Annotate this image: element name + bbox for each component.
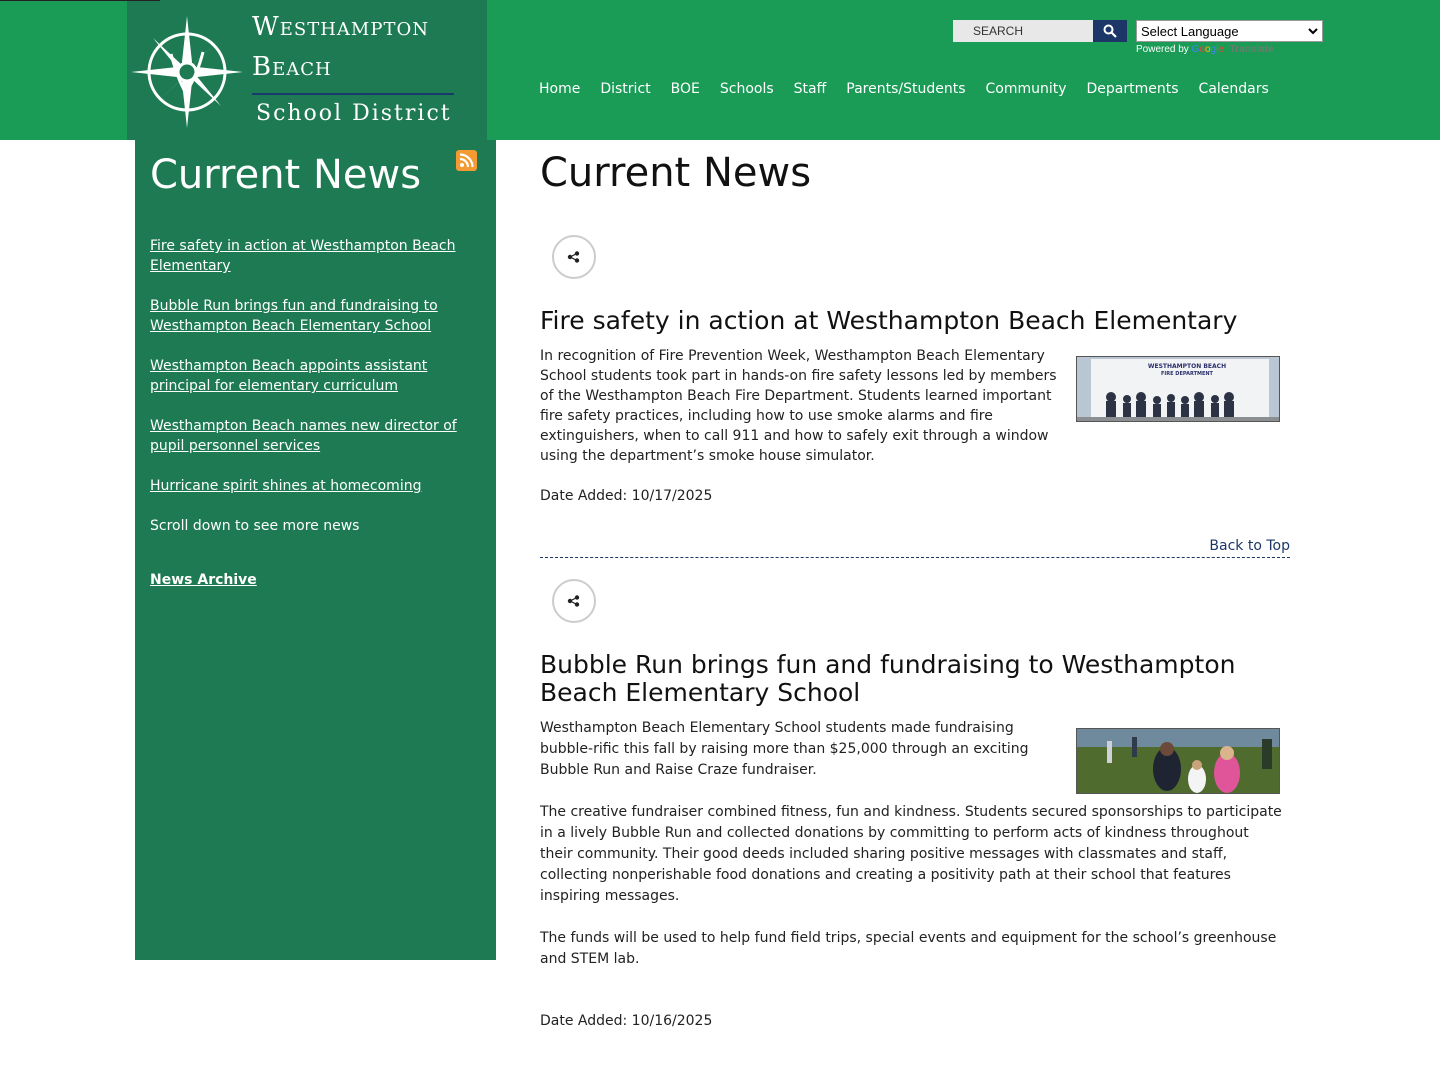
compass-emblem-icon xyxy=(131,14,243,132)
article-title[interactable]: Fire safety in action at Westhampton Beach Elementary xyxy=(540,306,1238,335)
article-divider xyxy=(540,557,1290,558)
google-translate-credit: Powered by Google Translate xyxy=(1136,44,1274,55)
nav-district[interactable]: District xyxy=(600,81,651,97)
logo-divider xyxy=(252,93,454,95)
sidebar-news-link[interactable]: Bubble Run brings fun and fundraising to Westhampton Beach Elementary School xyxy=(150,298,438,334)
list-item xyxy=(150,476,470,496)
list-item xyxy=(150,356,470,396)
fire-truck-photo-image xyxy=(1077,357,1280,422)
list-item xyxy=(150,296,470,336)
sidebar-news-link[interactable]: Westhampton Beach appoints assistant principal for elementary curriculum xyxy=(150,358,428,394)
search-icon xyxy=(1103,24,1117,38)
logo-text-beach: Beach xyxy=(252,52,332,82)
sidebar-news-link[interactable]: Fire safety in action at Westhampton Beach Elementary xyxy=(150,238,456,274)
bubble-run-photo[interactable] xyxy=(1076,728,1280,794)
sidebar-news-link[interactable]: Westhampton Beach names new director of pupil personnel services xyxy=(150,418,457,454)
translate-label: Translate xyxy=(1229,44,1274,55)
article-body xyxy=(540,346,1065,486)
page-title: Current News xyxy=(540,150,812,196)
news-archive-link[interactable]: News Archive xyxy=(150,572,257,588)
list-item xyxy=(150,516,470,536)
google-logo[interactable]: Google xyxy=(1191,44,1224,55)
nav-home[interactable]: Home xyxy=(539,81,581,97)
rss-icon xyxy=(456,150,477,171)
search-input[interactable]: SEARCH xyxy=(953,20,1093,42)
sidebar-title: Current News xyxy=(150,152,422,198)
article-paragraph: The creative fundraiser combined fitness, fun and kindness. Students secured sponsorships to participate in a lively Bubble Run and collected donations by committing to perform acts of kindness throughout their community. Their good deeds included sharing positive messages with classmates and staff, collecting nonperishable food donations and creating a positivity path at their school that features inspiring messages. xyxy=(540,804,1282,904)
share-button[interactable] xyxy=(552,235,596,279)
scroll-note: Scroll down to see more news xyxy=(150,518,360,534)
chevron-down-icon xyxy=(1308,27,1318,35)
share-icon xyxy=(567,251,581,263)
article-date: Date Added: 10/17/2025 xyxy=(540,488,713,504)
language-select[interactable] xyxy=(1136,20,1323,42)
rss-feed-button[interactable] xyxy=(456,150,477,171)
main-nav xyxy=(529,79,1279,99)
article-paragraph: The funds will be used to help fund field trips, special events and equipment for the school’s greenhouse and STEM lab. xyxy=(540,930,1277,967)
news-sidebar xyxy=(135,140,496,960)
logo-text-school-district: School District xyxy=(256,101,452,126)
article-paragraph: Westhampton Beach Elementary School students made fundraising bubble-rific this fall by raising more than $25,000 through an exciting Bubble Run and Raise Craze fundraiser. xyxy=(540,720,1029,778)
share-icon xyxy=(567,595,581,607)
article-title[interactable]: Bubble Run brings fun and fundraising to Westhampton Beach Elementary School xyxy=(540,650,1236,707)
sidebar-news-list xyxy=(150,236,470,556)
bubble-run-photo-image xyxy=(1077,729,1280,794)
language-select-value: Select Language xyxy=(1141,23,1239,39)
nav-parents-students[interactable]: Parents/Students xyxy=(846,81,966,97)
article-paragraph: In recognition of Fire Prevention Week, Westhampton Beach Elementary School students took part in hands-on fire safety lessons led by members of the Westhampton Beach Fire Department. Students learned important fire safety practices, including how to use smoke alarms and fire extinguishers, when to call 911 and how to safely exit through a window using the department’s smoke house simulator. xyxy=(540,348,1057,464)
nav-schools[interactable]: Schools xyxy=(719,81,774,97)
site-header xyxy=(0,0,1440,140)
nav-staff[interactable]: Staff xyxy=(793,81,827,97)
back-to-top-link[interactable]: Back to Top xyxy=(1209,538,1290,554)
share-button[interactable] xyxy=(552,579,596,623)
photo-sign-line1: WESTHAMPTON BEACH xyxy=(1147,363,1227,370)
nav-calendars[interactable]: Calendars xyxy=(1198,81,1269,97)
search-button[interactable] xyxy=(1093,20,1127,42)
sidebar-news-link[interactable]: Hurricane spirit shines at homecoming xyxy=(150,478,422,494)
nav-community[interactable]: Community xyxy=(985,81,1067,97)
top-edge-line xyxy=(0,0,160,1)
fire-safety-photo[interactable] xyxy=(1076,356,1280,422)
list-item xyxy=(150,236,470,276)
district-logo[interactable] xyxy=(127,0,487,140)
nav-boe[interactable]: BOE xyxy=(670,81,700,97)
logo-text-westhampton: Westhampton xyxy=(252,12,429,42)
article-date: Date Added: 10/16/2025 xyxy=(540,1013,713,1029)
photo-sign-line2: FIRE DEPARTMENT xyxy=(1161,371,1213,377)
list-item xyxy=(150,416,470,456)
nav-departments[interactable]: Departments xyxy=(1086,81,1179,97)
